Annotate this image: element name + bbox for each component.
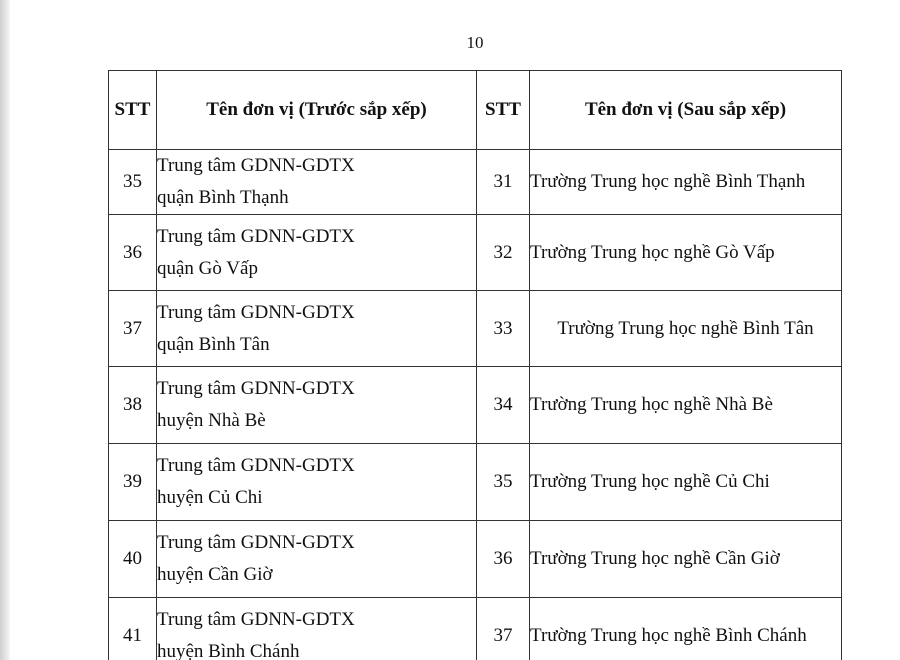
unit-before-line1: Trung tâm GDNN-GDTX [157, 155, 355, 176]
stt-before-cell: 38 [109, 367, 157, 444]
unit-before-line1: Trung tâm GDNN-GDTX [157, 301, 355, 323]
unit-after-cell: Trường Trung học nghề Bình Tân [530, 291, 842, 367]
unit-before-line1: Trung tâm GDNN-GDTX [157, 609, 355, 630]
stt-before-cell: 37 [109, 291, 157, 367]
stt-before-cell: 36 [109, 215, 157, 291]
unit-before-line1: Trung tâm GDNN-GDTX [157, 532, 355, 553]
stt-after-cell: 37 [477, 598, 530, 660]
table-row [109, 521, 842, 598]
table-row [109, 367, 842, 444]
table-row [109, 291, 842, 367]
header-name-before: Tên đơn vị (Trước sắp xếp) [157, 71, 477, 150]
table-header-row [109, 71, 842, 150]
unit-before-line2: huyện Cần Giờ [157, 564, 273, 585]
unit-after-cell: Trường Trung học nghề Củ Chi [530, 444, 842, 521]
unit-before-cell [157, 598, 477, 660]
stt-after-cell: 36 [477, 521, 530, 598]
table-row [109, 444, 842, 521]
header-stt-before: STT [109, 71, 157, 150]
unit-before-cell [157, 444, 477, 521]
stt-before-cell: 39 [109, 444, 157, 521]
unit-before-cell [157, 291, 477, 367]
unit-after-cell: Trường Trung học nghề Bình Thạnh [530, 150, 842, 215]
unit-after-cell: Trường Trung học nghề Gò Vấp [530, 215, 842, 291]
header-stt-after: STT [477, 71, 530, 150]
stt-before-cell: 35 [109, 150, 157, 215]
unit-after-cell: Trường Trung học nghề Nhà Bè [530, 367, 842, 444]
unit-before-cell [157, 215, 477, 291]
page-number: 10 [466, 33, 484, 52]
table-row [109, 150, 842, 215]
table-row [109, 215, 842, 291]
page-left-edge-shadow [0, 0, 10, 660]
header-name-after: Tên đơn vị (Sau sắp xếp) [530, 71, 842, 150]
unit-before-line2: quận Bình Tân [157, 333, 270, 355]
stt-after-cell: 33 [477, 291, 530, 367]
unit-before-cell [157, 367, 477, 444]
unit-before-cell [157, 150, 477, 215]
stt-after-cell: 34 [477, 367, 530, 444]
stt-after-cell: 31 [477, 150, 530, 215]
unit-before-line1: Trung tâm GDNN-GDTX [157, 378, 355, 399]
unit-after-cell: Trường Trung học nghề Cần Giờ [530, 521, 842, 598]
stt-after-cell: 35 [477, 444, 530, 521]
stt-before-cell: 40 [109, 521, 157, 598]
stt-after-cell: 32 [477, 215, 530, 291]
unit-before-line1: Trung tâm GDNN-GDTX [157, 225, 355, 247]
unit-before-line2: huyện Củ Chi [157, 487, 263, 508]
unit-before-cell [157, 521, 477, 598]
table-row [109, 598, 842, 660]
unit-rearrangement-table [108, 70, 842, 660]
unit-before-line2: huyện Nhà Bè [157, 410, 266, 431]
unit-before-line2: quận Bình Thạnh [157, 187, 289, 208]
unit-before-line2: huyện Bình Chánh [157, 641, 300, 660]
unit-before-line1: Trung tâm GDNN-GDTX [157, 455, 355, 476]
unit-after-cell: Trường Trung học nghề Bình Chánh [530, 598, 842, 660]
unit-before-line2: quận Gò Vấp [157, 257, 258, 279]
stt-before-cell: 41 [109, 598, 157, 660]
